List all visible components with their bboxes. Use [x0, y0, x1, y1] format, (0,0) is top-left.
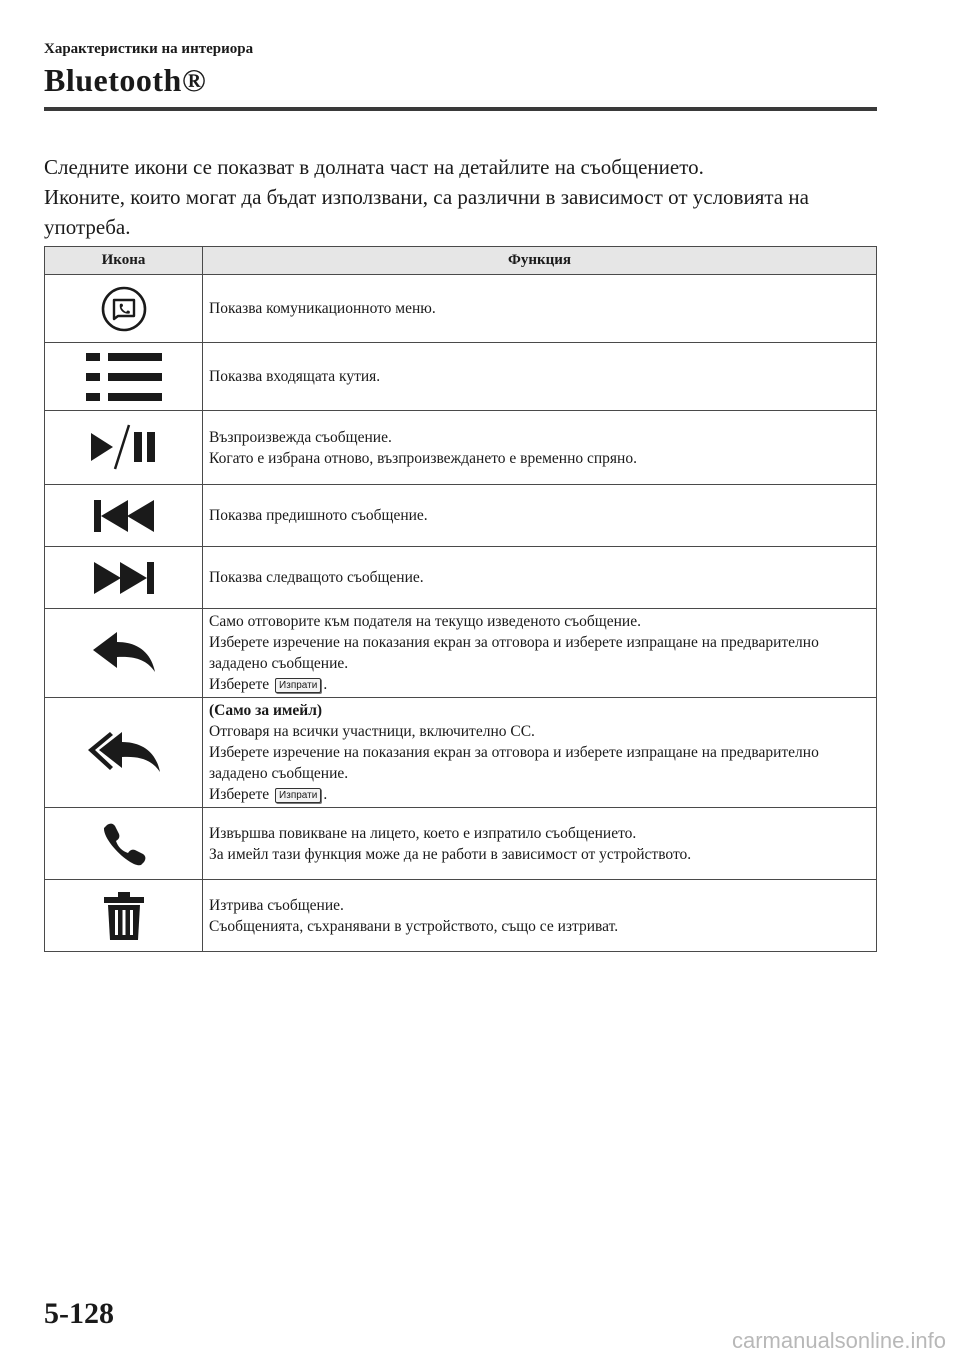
icon-cell — [45, 547, 203, 609]
description-cell — [203, 808, 877, 880]
trash-icon — [103, 891, 145, 941]
select-prefix: Изберете — [209, 676, 270, 693]
communication-menu-icon — [101, 286, 147, 332]
header-function: Функция — [203, 247, 877, 275]
description-line: Изтрива съобщение. — [209, 896, 344, 914]
table-row — [45, 609, 877, 698]
reply-icon — [91, 630, 157, 676]
title-divider — [44, 107, 877, 111]
description-line: Показва комуникационното меню. — [209, 300, 436, 317]
table-row — [45, 547, 877, 609]
send-button[interactable]: Изпрати — [275, 788, 321, 803]
description-line: Изберете изречение на показания екран за отговора и изберете изпращане на предварително зададено съобщение. — [209, 634, 819, 672]
icon-cell — [45, 485, 203, 547]
description-cell — [203, 880, 877, 952]
icon-cell — [45, 808, 203, 880]
select-prefix: Изберете — [209, 786, 270, 803]
description-line: (Само за имейл) — [209, 702, 323, 719]
description-line — [209, 784, 870, 805]
header-icon: Икона — [45, 247, 203, 275]
watermark: carmanualsonline.info — [731, 1328, 946, 1353]
description-line: За имейл тази функция може да не работи в зависимост от устройството. — [209, 845, 692, 863]
previous-icon — [92, 496, 156, 536]
next-icon — [92, 558, 156, 598]
icon-cell — [45, 343, 203, 411]
line-end: . — [323, 786, 328, 803]
inbox-list-icon — [86, 351, 162, 403]
page-title: Bluetooth® — [44, 62, 207, 98]
table-header-row — [45, 247, 877, 275]
intro-line: Следните икони се показват в долната част на детайлите на съобщението. — [44, 155, 704, 179]
description-line: Показва предишното съобщение. — [209, 507, 428, 524]
description-line: Показва следващото съобщение. — [209, 569, 424, 586]
description-line: Съобщенията, съхранявани в устройството, също се изтриват. — [209, 917, 619, 935]
description-line: Когато е избрана отново, възпроизвеждането е временно спряно. — [209, 449, 637, 467]
description-cell — [203, 547, 877, 609]
line-end: . — [323, 676, 328, 693]
phone-icon — [101, 821, 147, 867]
icon-function-table — [44, 246, 877, 952]
table-row — [45, 485, 877, 547]
table-row — [45, 411, 877, 485]
table-row — [45, 880, 877, 952]
description-line: Отговаря на всички участници, включително CC. — [209, 723, 535, 740]
icon-cell — [45, 275, 203, 343]
description-cell — [203, 485, 877, 547]
reply-all-icon — [86, 729, 162, 777]
description-line: Възпроизвежда съобщение. — [209, 428, 392, 446]
icon-cell — [45, 698, 203, 808]
send-button[interactable]: Изпрати — [275, 678, 321, 693]
intro-text — [44, 152, 874, 242]
table-row — [45, 698, 877, 808]
description-line: Изберете изречение на показания екран за отговора и изберете изпращане на предварително зададено съобщение. — [209, 744, 819, 782]
description-cell — [203, 411, 877, 485]
icon-cell — [45, 411, 203, 485]
description-cell — [203, 698, 877, 808]
description-line: Извършва повикване на лицето, което е изпратило съобщението. — [209, 824, 637, 842]
play-pause-icon — [89, 423, 159, 473]
description-cell — [203, 343, 877, 411]
table-row — [45, 808, 877, 880]
section-label: Характеристики на интериора — [44, 41, 254, 57]
page-number: 5-128 — [44, 1297, 114, 1330]
table-row — [45, 275, 877, 343]
intro-line: Иконите, които могат да бъдат използвани, са различни в зависимост от условията на употреба. — [44, 185, 809, 239]
description-line: Само отговорите към подателя на текущо изведеното съобщение. — [209, 613, 641, 630]
description-line: Показва входящата кутия. — [209, 368, 381, 385]
description-line — [209, 674, 870, 695]
description-cell — [203, 275, 877, 343]
icon-cell — [45, 609, 203, 698]
description-cell — [203, 609, 877, 698]
icon-cell — [45, 880, 203, 952]
table-row — [45, 343, 877, 411]
